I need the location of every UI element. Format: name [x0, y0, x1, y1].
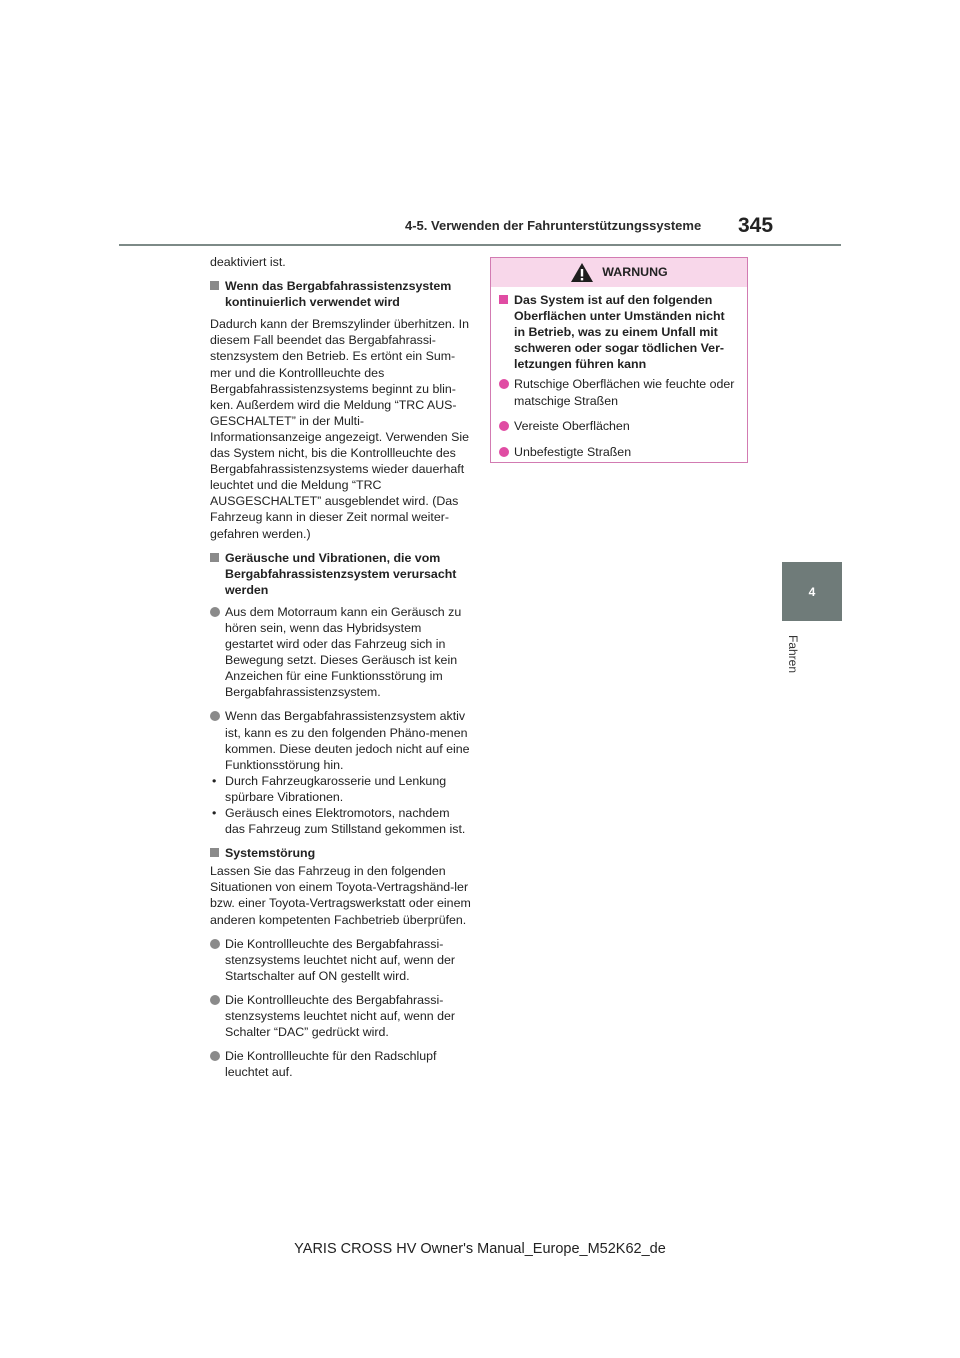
- section-body: Dadurch kann der Bremszylinder überhitzen. In diesem Fall beendet das Bergabfahrassi-stenzsystem den Betrieb. Es ertönt ein Sum-mer und die Kontrollleuchte des Bergabfahrassistenzsystems beginnt zu blin-ken. Außerdem wird die Meldung “TRC AUS-GESCHALTET” in der Multi-Informationsanzeige angezeigt. Verwenden Sie das System nicht, bis die Kontrollleuchte des Bergabfahrassistenzsystems wieder dauerhaft leuchtet und die Meldung “TRC AUSGESCHALTET” ausgeblendet wird. (Das Fahrzeug kann in dieser Zeit normal weiter-gefahren werden.): [210, 317, 469, 541]
- section-heading: Systemstörung: [210, 845, 472, 861]
- circle-bullet-icon: [499, 421, 509, 431]
- sub-list-item: • Geräusch eines Elektromotors, nachdem das Fahrzeug zum Stillstand gekommen ist.: [212, 806, 466, 837]
- warning-body: [491, 287, 747, 460]
- warning-item: Rutschige Oberflächen wie feuchte oder matschige Straßen: [499, 376, 739, 408]
- list-item: Wenn das Bergabfahrassistenzsystem aktiv ist, kann es zu den folgenden Phäno-menen kommen. Diese deuten jedoch nicht auf eine Funktionsstörung hin.: [210, 708, 472, 772]
- section-heading: Wenn das Bergabfahrassistenzsystem kontinuierlich verwendet wird: [210, 278, 472, 310]
- list-item: Die Kontrollleuchte des Bergabfahrassi-stenzsystems leuchtet nicht auf, wenn der Schalter “DAC” gedrückt wird.: [210, 992, 472, 1040]
- section-title: 4-5. Verwenden der Fahrunterstützungssysteme: [405, 218, 702, 233]
- left-column: [210, 254, 472, 1088]
- circle-bullet-icon: [499, 379, 509, 389]
- warning-title: WARNUNG: [602, 265, 668, 280]
- circle-bullet-icon: [210, 1051, 220, 1061]
- chapter-label: Fahren: [786, 635, 800, 674]
- list-item: Die Kontrollleuchte des Bergabfahrassi-stenzsystems leuchtet nicht auf, wenn der Startschalter auf ON gestellt wird.: [210, 936, 472, 984]
- chapter-tab: [782, 562, 842, 621]
- square-bullet-icon: [210, 848, 219, 857]
- square-bullet-icon: [499, 295, 508, 304]
- circle-bullet-icon: [499, 447, 509, 457]
- warning-box: [490, 257, 748, 463]
- circle-bullet-icon: [210, 607, 220, 617]
- circle-bullet-icon: [210, 711, 220, 721]
- circle-bullet-icon: [210, 939, 220, 949]
- list-item: Aus dem Motorraum kann ein Geräusch zu hören sein, wenn das Hybridsystem gestartet wird oder das Fahrzeug sich in Bewegung setzt. Dieses Geräusch ist kein Anzeichen für eine Funktionsstörung im Bergabfahrassistenzsystem.: [210, 604, 472, 701]
- dot-bullet-icon: •: [212, 773, 217, 788]
- warning-triangle-icon: [570, 262, 594, 283]
- list-item: Die Kontrollleuchte für den Radschlupf leuchtet auf.: [210, 1048, 472, 1080]
- page-number: 345: [738, 214, 774, 237]
- square-bullet-icon: [210, 553, 219, 562]
- section-body: Lassen Sie das Fahrzeug in den folgenden Situationen von einem Toyota-Vertragshänd-ler bzw. einer Toyota-Vertragswerkstatt oder einem anderen kompetenten Fachbetrieb überprüfen.: [210, 864, 471, 927]
- warning-heading: Das System ist auf den folgenden Oberflächen unter Umständen nicht in Betrieb, was zu einem Unfall mit schweren oder sogar tödlichen Ver-letzungen führen kann: [499, 292, 739, 372]
- warning-item: Vereiste Oberflächen: [499, 418, 739, 434]
- chapter-number: 4: [808, 584, 816, 599]
- square-bullet-icon: [210, 281, 219, 290]
- circle-bullet-icon: [210, 995, 220, 1005]
- footer-text: YARIS CROSS HV Owner's Manual_Europe_M52K62_de: [294, 1241, 666, 1257]
- warning-item: Unbefestigte Straßen: [499, 444, 739, 460]
- warning-header: [491, 258, 747, 287]
- header-divider: [119, 244, 841, 246]
- section-heading: Geräusche und Vibrationen, die vom Bergabfahrassistenzsystem verursacht werden: [210, 550, 472, 598]
- intro-text: deaktiviert ist.: [210, 255, 286, 269]
- dot-bullet-icon: •: [212, 806, 217, 820]
- sub-list-item: • Durch Fahrzeugkarosserie und Lenkung spürbare Vibrationen.: [212, 773, 447, 804]
